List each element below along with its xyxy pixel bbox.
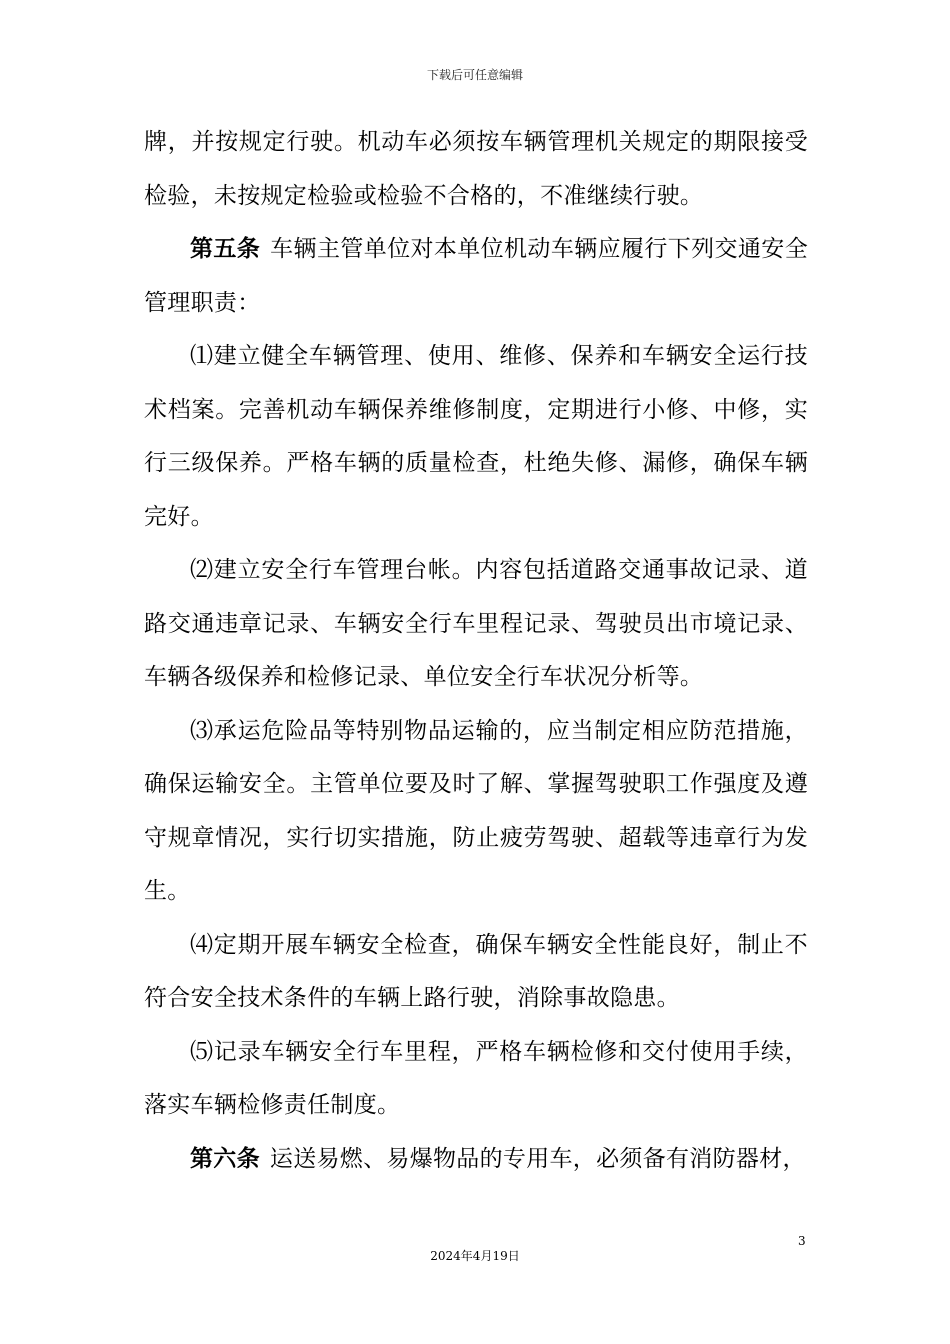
paragraph-item-5: [144, 1026, 808, 1133]
paragraph-item-3: [144, 705, 808, 919]
paragraph-item-1: [144, 330, 808, 544]
paragraph-text: ⑶承运危险品等特别物品运输的，应当制定相应防范措施，确保运输安全。主管单位要及时了解、掌握驾驶职工作强度及遵守规章情况，实行切实措施，防止疲劳驾驶、超载等违章行为发生。: [144, 717, 808, 904]
paragraph-item-4: [144, 919, 808, 1026]
page-number: 3: [798, 1234, 806, 1248]
footer-date: 2024年4月19日: [430, 1249, 520, 1263]
article-heading: 第五条: [190, 236, 261, 262]
document-body: [144, 116, 808, 1186]
paragraph-article-6: [144, 1133, 808, 1187]
paragraph-continuation: [144, 116, 808, 223]
paragraph-text: 牌，并按规定行驶。机动车必须按车辆管理机关规定的期限接受检验，未按规定检验或检验不合格的，不准继续行驶。: [144, 129, 808, 209]
paragraph-text: ⑴建立健全车辆管理、使用、维修、保养和车辆安全运行技术档案。完善机动车辆保养维修制度，定期进行小修、中修，实行三级保养。严格车辆的质量检查，杜绝失修、漏修，确保车辆完好。: [144, 343, 808, 530]
paragraph-text: ⑵建立安全行车管理台帐。内容包括道路交通事故记录、道路交通违章记录、车辆安全行车里程记录、驾驶员出市境记录、车辆各级保养和检修记录、单位安全行车状况分析等。: [144, 557, 808, 690]
paragraph-text: ⑷定期开展车辆安全检查，确保车辆安全性能良好，制止不符合安全技术条件的车辆上路行驶，消除事故隐患。: [144, 931, 808, 1011]
paragraph-article-5: [144, 223, 808, 330]
paragraph-item-2: [144, 544, 808, 705]
paragraph-text: 运送易燃、易爆物品的专用车，必须备有消防器材，: [269, 1145, 806, 1172]
paragraph-text: ⑸记录车辆安全行车里程，严格车辆检修和交付使用手续，落实车辆检修责任制度。: [144, 1038, 808, 1118]
article-heading: 第六条: [190, 1145, 260, 1172]
paragraph-text: 车辆主管单位对本单位机动车辆应履行下列交通安全管理职责：: [144, 236, 808, 316]
page-header-note: 下载后可任意编辑: [426, 68, 523, 82]
